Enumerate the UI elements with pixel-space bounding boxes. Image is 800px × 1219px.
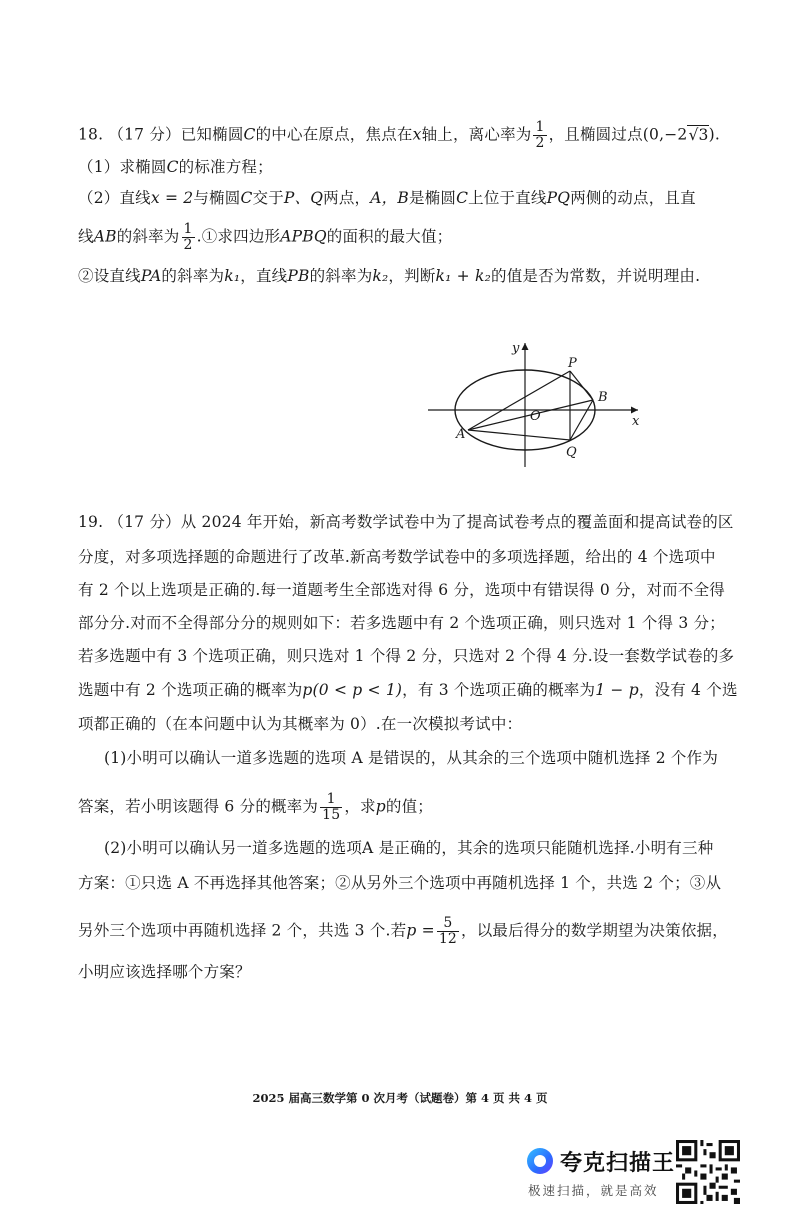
- fraction-five-twelfths: $\frac{5}{12}$: [438, 915, 458, 947]
- fraction-one-half-slope: $\frac{1}{2}$: [183, 221, 193, 253]
- q18-part2-line-2: 线AB的斜率为 $\frac{1}{2}$ .①求四边形APBQ的面积的最大值；: [78, 221, 453, 253]
- q18-part2-line-1: （2）直线x = 2与椭圆C交于P、Q两点，A，B是椭圆C上位于直线PQ两侧的动点，且直: [78, 189, 696, 207]
- qr-code-icon: [676, 1140, 740, 1204]
- scanner-logo-icon: [527, 1148, 553, 1174]
- q19-part1-line-2: 答案，若小明该题得 6 分的概率为 $\frac{1}{15}$ ，求p的值；: [78, 791, 433, 823]
- label-P: P: [568, 356, 577, 371]
- label-y: y: [512, 341, 520, 356]
- q19-line-6: 选题中有 2 个选项正确的概率为p(0 < p < 1)，有 3 个选项正确的概率为1 − p，没有 4 个选: [78, 681, 738, 699]
- q19-line-3: 有 2 个以上选项是正确的.每一道题考生全部选对得 6 分，选项中有错误得 0 分，对而不全得: [78, 581, 725, 599]
- line-AP: [468, 371, 570, 430]
- scanner-slogan: 极速扫描，就是高效: [528, 1183, 659, 1198]
- fraction-one-fifteenth: $\frac{1}{15}$: [322, 791, 341, 823]
- q19-line-5: 若多选题中有 3 个选项正确，则只选对 1 个得 2 分，只选对 2 个得 4 分.设一套数学试卷的多: [78, 647, 735, 665]
- ellipse-figure: [420, 335, 650, 475]
- q19-line-2: 分度，对多项选择题的命题进行了改革.新高考数学试卷中的多项选择题，给出的 4 个选项中: [78, 548, 716, 566]
- q18-part2-line-3: ②设直线PA的斜率为k₁，直线PB的斜率为k₂，判断k₁ + k₂的值是否为常数，并说明理由.: [78, 267, 701, 285]
- scanner-brand: 夸克扫描王: [560, 1151, 676, 1176]
- sqrt-three: √3: [688, 125, 709, 144]
- label-x: x: [632, 414, 640, 429]
- fraction-one-half: $\frac{1}{2}$: [535, 119, 545, 151]
- q19-line-4: 部分分.对而不全得部分分的规则如下：若多选题中有 2 个选项正确，则只选对 1 个得 3 分；: [78, 614, 725, 632]
- q18-line-1: 18. （17 分）已知椭圆C的中心在原点，焦点在x轴上，离心率为 $\frac{1}{2}$ ，且椭圆过点(0,−2√3).: [78, 119, 720, 151]
- label-Q: Q: [566, 445, 577, 460]
- q19-line-1: 19. （17 分）从 2024 年开始，新高考数学试卷中为了提高试卷考点的覆盖面和提高试卷的区: [78, 513, 734, 531]
- q18-part1: （1）求椭圆C的标准方程；: [78, 158, 273, 176]
- line-PB: [570, 371, 593, 400]
- line-AQ: [468, 430, 570, 440]
- q19-part2-line-1: (2)小明可以确认另一道多选题的选项A 是正确的，其余的选项只能随机选择.小明有三种: [104, 839, 714, 857]
- label-A: A: [456, 427, 466, 442]
- q19-part2-line-4: 小明应该选择哪个方案？: [78, 963, 251, 981]
- label-O: O: [530, 409, 541, 424]
- q19-part2-line-2: 方案：①只选 A 不再选择其他答案；②从另外三个选项中再随机选择 1 个，共选 2 个；③从: [78, 874, 722, 892]
- q19-line-7: 项都正确的（在本问题中认为其概率为 0）.在一次模拟考试中：: [78, 715, 523, 733]
- q19-part1-line-1: (1)小明可以确认一道多选题的选项 A 是错误的，从其余的三个选项中随机选择 2 个作为: [104, 749, 719, 767]
- q19-part2-line-3: 另外三个选项中再随机选择 2 个，共选 3 个.若p = $\frac{5}{12}$ ，以最后得分的数学期望为决策依据，: [78, 915, 728, 947]
- label-B: B: [598, 390, 608, 405]
- page-footer: 2025 届高三数学第 0 次月考（试题卷）第 4 页 共 4 页: [252, 1091, 548, 1105]
